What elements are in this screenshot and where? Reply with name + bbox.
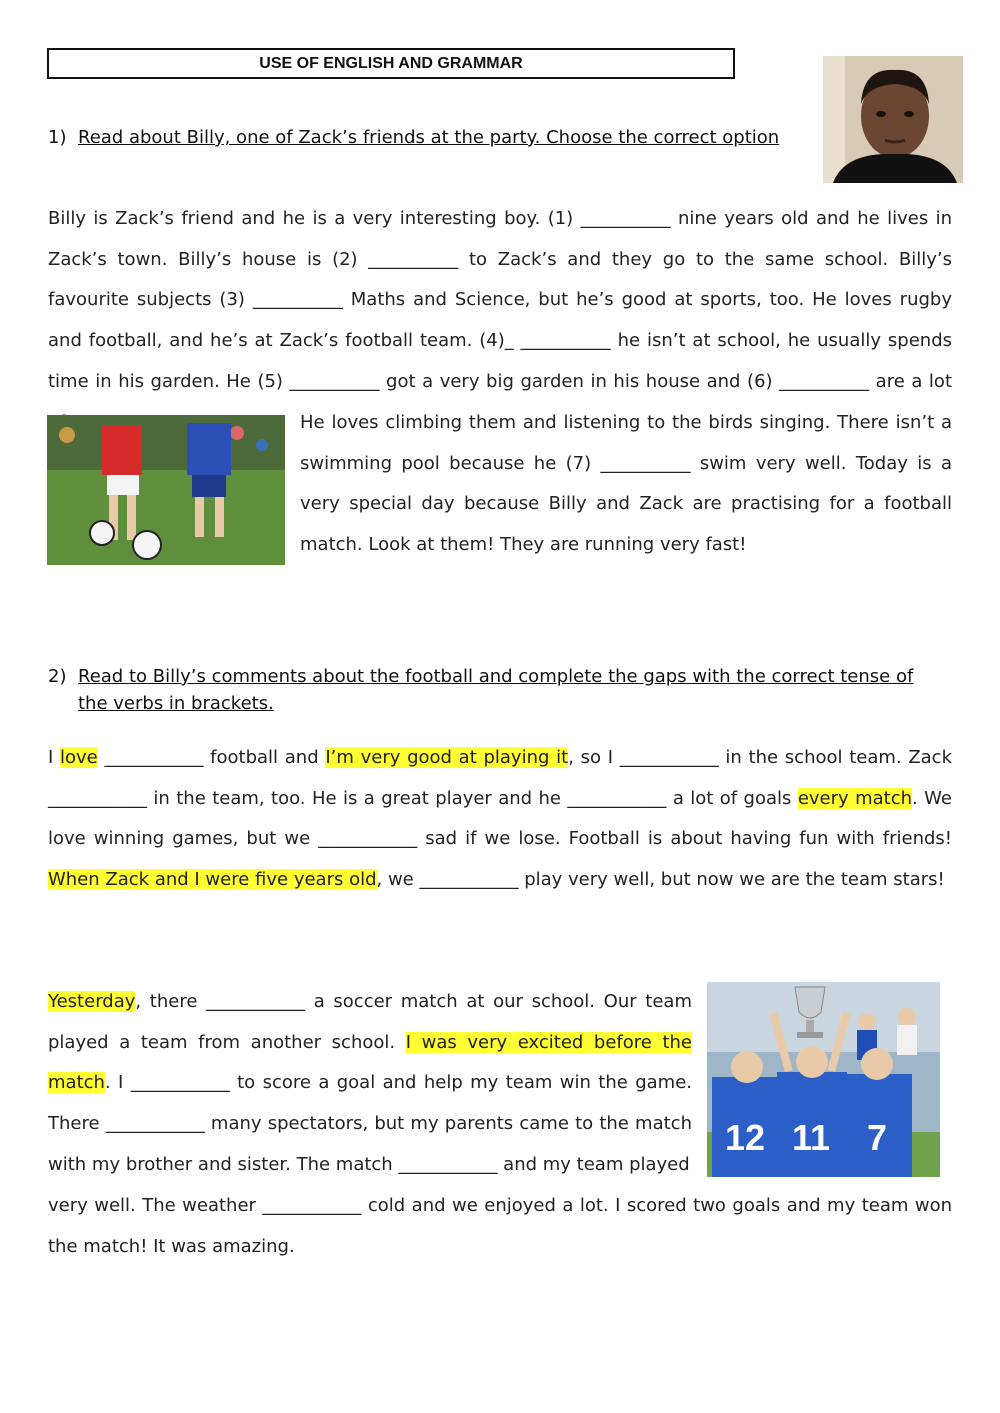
jersey-number: 11 [792,1117,831,1158]
text-segment: I [48,747,61,768]
question-2-instruction-line-2: the verbs in brackets. [78,693,274,714]
question-2-instruction-line-1: Read to Billy’s comments about the football and complete the gaps with the correct tense of [78,666,914,687]
text-segment: . We love winning games, but we ___________ sad if we lose. Football is about having fun with friends! [48,787,952,850]
text-segment: , so I ___________ in the school team. Zack ___________ in the team, too. He is a great player and he ___________ a lot of goals [48,747,953,809]
highlighted-phrase: every match [797,787,913,809]
highlighted-phrase: love [60,747,98,768]
q1-paragraph-2: He loves climbing them and listening to the birds singing. There isn’t a swimming pool because he (7) __________ swim very well. Today is a very special day because Billy and Zack are practising for a football match. Look at them! They are running very fast! [300,412,952,556]
question-2-heading [48,663,952,717]
highlighted-phrase: I’m very good at playing it [325,747,569,768]
team-trophy-photo [707,982,940,1177]
text-segment: ___________ football and [97,747,326,768]
q2-paragraph-1 [48,738,952,901]
highlighted-phrase: When Zack and I were five years old [48,869,377,891]
question-1-number: 1) [48,127,67,148]
worksheet-title: USE OF ENGLISH AND GRAMMAR [47,48,735,79]
jersey-number: 12 [725,1117,766,1158]
text-segment: . I ___________ to score a goal and help my team win the game. There ___________ many spectators, but my parents came to the match with my brother and sister. The match ___________ and my team played [48,1072,692,1175]
q2-paragraph-2 [48,982,692,1186]
question-1-heading [48,124,779,151]
q2-paragraph-3: very well. The weather ___________ cold and we enjoyed a lot. I scored two goals and my team won the match! It was amazing. [48,1195,952,1257]
text-segment: , there ___________ a soccer match at our school. Our team played a team from another school. [48,991,692,1053]
football-players-photo [47,415,285,565]
jersey-number: 7 [867,1117,888,1158]
question-1-instruction: Read about Billy, one of Zack’s friends at the party. Choose the correct option [78,127,780,148]
question-2-number: 2) [48,666,67,687]
q1-paragraph-1: Billy is Zack’s friend and he is a very interesting boy. (1) __________ nine years old and he lives in Zack’s town. Billy’s house is (2) __________ to Zack’s and they go to the same school. Billy’s favourite subjects (3) __________ Maths and Science, but he’s good at sports, too. He loves rugby and football, and he’s at Zack’s football team. (4)_ __________ he isn’t at school, he usually spends time in his garden. He (5) __________ got a very big garden in his house and (6) __________ are a lot [48,208,952,392]
boy-portrait-photo [823,56,963,183]
text-segment: , we ___________ play very well, but now we are the team stars! [376,869,945,891]
highlighted-phrase: Yesterday [48,991,136,1012]
highlighted-phrase: I was very excited before the match [48,1031,693,1094]
